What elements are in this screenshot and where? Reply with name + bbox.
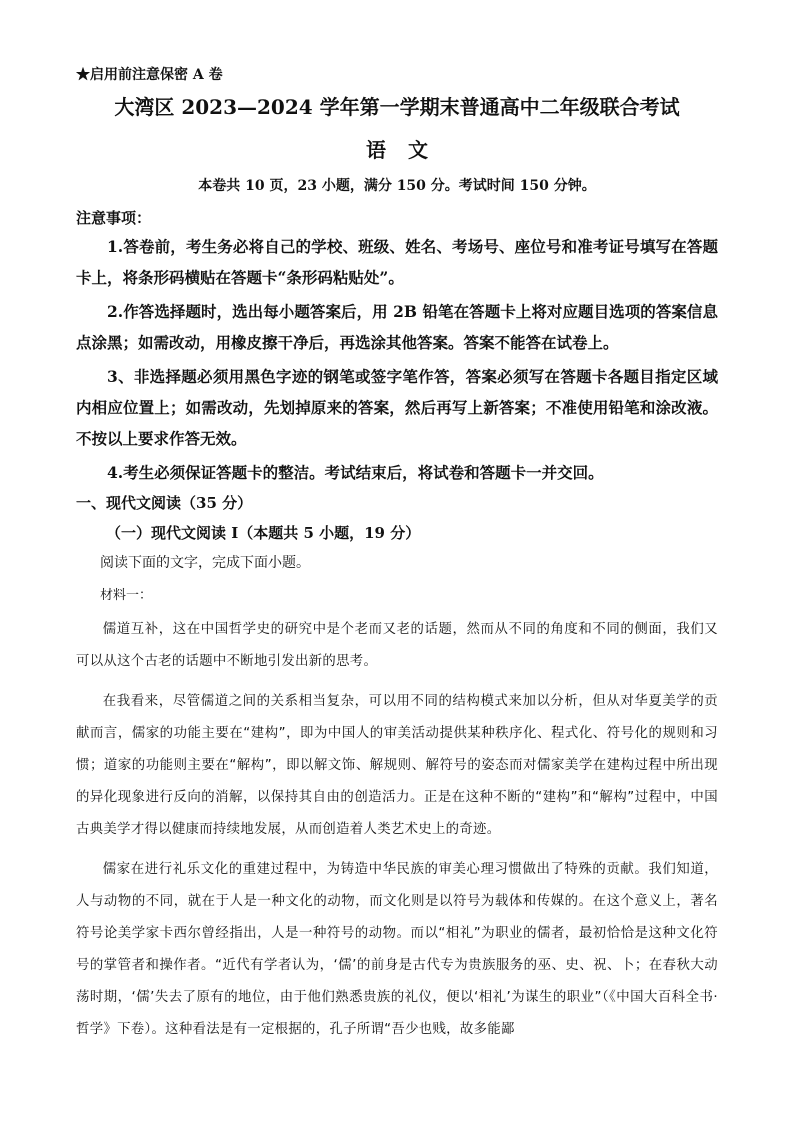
notice-item-2: 2.作答选择题时，选出每小题答案后，用 2B 铅笔在答题卡上将对应题目选项的答案信息点涂黑；如需改动，用橡皮擦干净后，再选涂其他答案。答案不能答在试卷上。 [76,302,718,352]
notice-heading: 注意事项： [76,209,152,227]
reading-directions: 阅读下面的文字，完成下面小题。 [100,555,310,571]
section-heading: 一、现代文阅读（35 分） [76,494,253,512]
exam-summary: 本卷共 10 页，23 小题，满分 150 分。考试时间 150 分钟。 [198,178,596,194]
body-paragraph-1: 儒道互补，这在中国哲学史的研究中是个老而又老的话题，然而从不同的角度和不同的侧面，我们又可以从这个古老的话题中不断地引发出新的思考。 [76,622,718,669]
confidentiality-label: ★启用前注意保密 A 卷 [76,67,223,83]
material-label: 材料一： [100,588,153,603]
body-paragraph-2: 在我看来，尽管儒道之间的关系相当复杂，可以用不同的结构模式来加以分析，但从对华夏美学的贡献而言，儒家的功能主要在“建构”，即为中国人的审美活动提供某种秩序化、程式化、符号化的规则和习惯；道家的功能则主要在“解构”，即以解文饰、解规则、解符号的姿态而对儒家美学在建构过程中所出现的异化现象进行反向的消解，以保持其自由的创造活力。正是在这种不断的“建构”和“解构”过程中，中国古典美学才得以健康而持续地发展，从而创造着人类艺术史上的奇迹。 [76,694,718,837]
body-paragraph-3: 儒家在进行礼乐文化的重建过程中，为铸造中华民族的审美心理习惯做出了特殊的贡献。我们知道，人与动物的不同，就在于人是一种文化的动物，而文化则是以符号为载体和传媒的。在这个意义上，著名符号论美学家卡西尔曾经指出，人是一种符号的动物。而以“相礼”为职业的儒者，最初恰恰是这种文化符号的掌管者和操作者。“近代有学者认为，‘儒’的前身是古代专为贵族服务的巫、史、祝、卜；在春秋大动荡时期，‘儒’失去了原有的地位，由于他们熟悉贵族的礼仪，便以‘相礼’为谋生的职业”（《中国大百科全书·哲学》下卷）。这种看法是有一定根据的，孔子所谓“吾少也贱，故多能鄙 [76,862,718,1037]
subsection-heading: （一）现代文阅读 I（本题共 5 小题，19 分） [106,524,421,542]
subject-title: 语文 [366,138,450,162]
notice-item-4: 4.考生必须保证答题卡的整洁。考试结束后，将试卷和答题卡一并交回。 [107,463,604,482]
notice-item-3: 3、非选择题必须用黑色字迹的钢笔或签字笔作答，答案必须写在答题卡各题目指定区域内相应位置上；如需改动，先划掉原来的答案，然后再写上新答案；不准使用铅笔和涂改液。不按以上要求作答无效。 [76,367,718,448]
notice-item-1: 1.答卷前，考生务必将自己的学校、班级、姓名、考场号、座位号和准考证号填写在答题卡上，将条形码横贴在答题卡“条形码粘贴处”。 [76,237,718,287]
exam-title: 大湾区 2023—2024 学年第一学期末普通高中二年级联合考试 [114,95,680,119]
